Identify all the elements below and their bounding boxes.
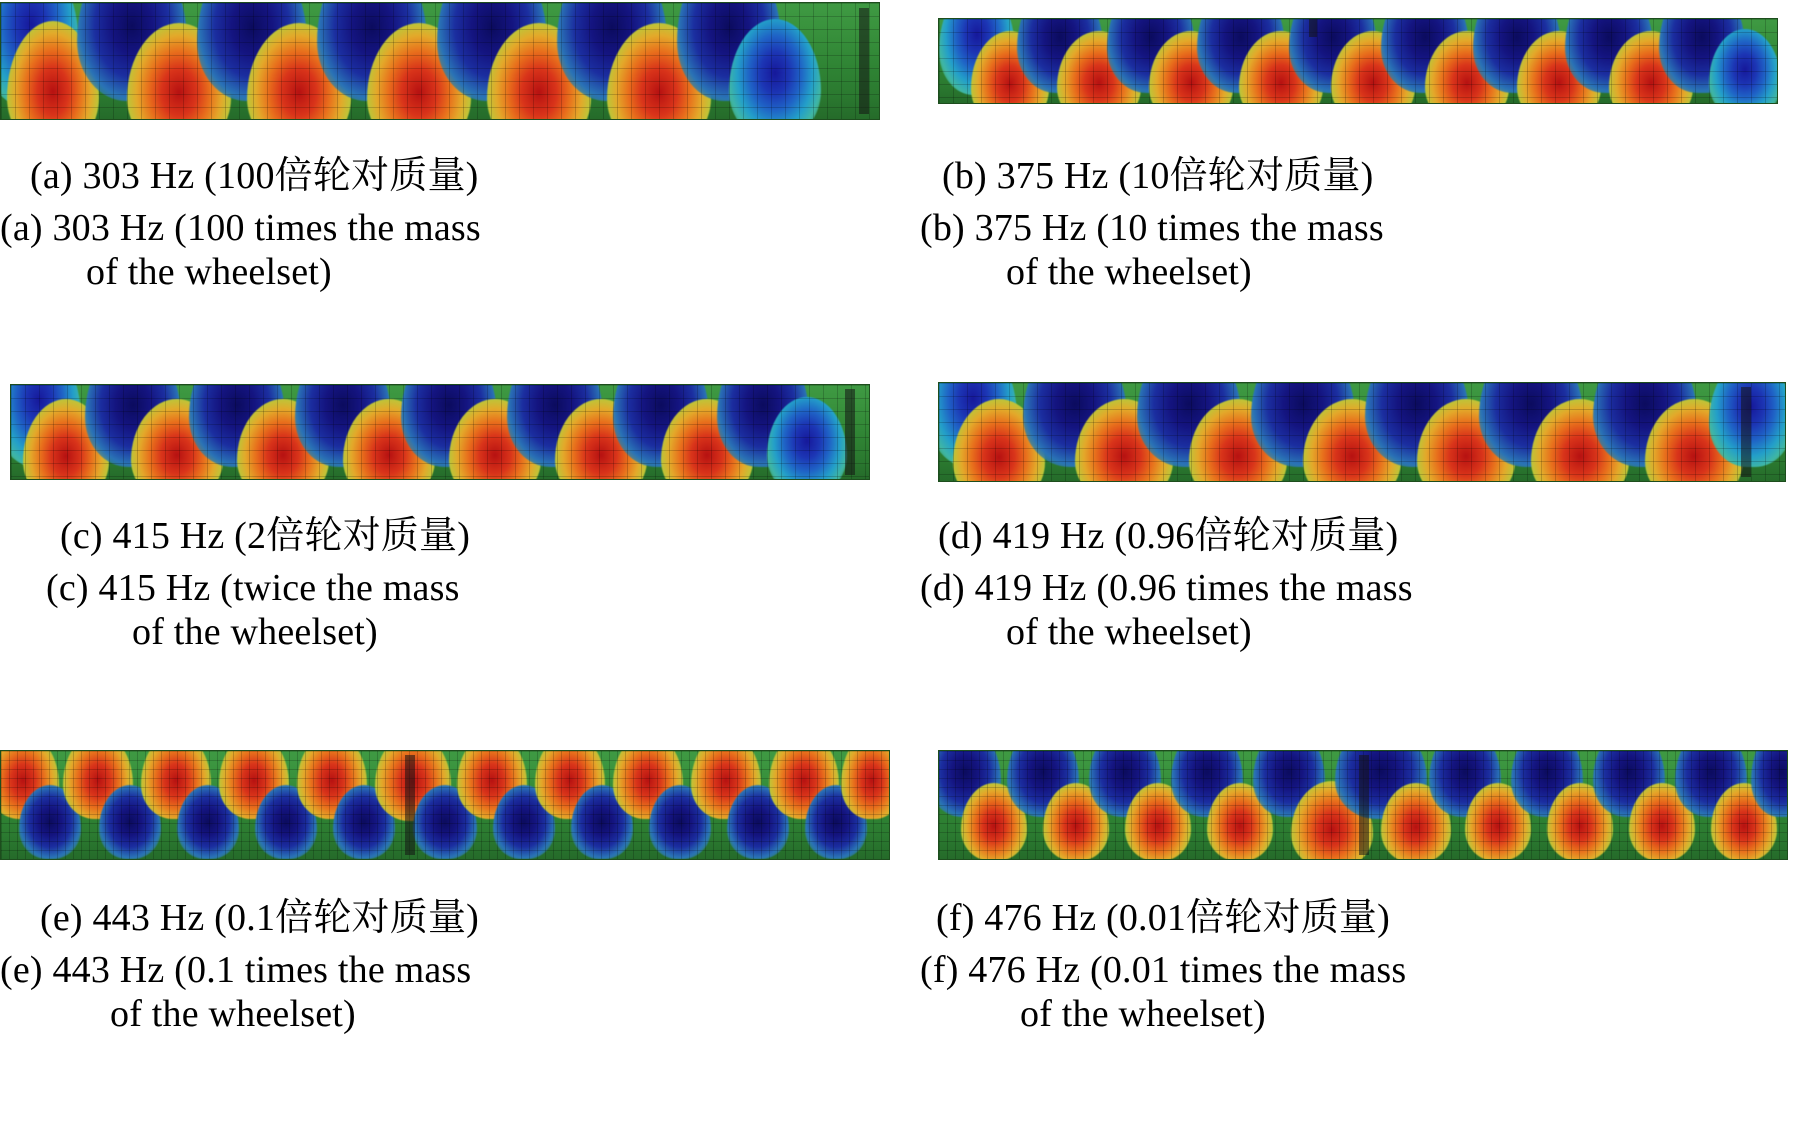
caption-f-cn: (f) 476 Hz (0.01倍轮对质量) xyxy=(936,897,1390,939)
caption-c-en-line2: of the wheelset) xyxy=(132,611,378,654)
caption-a xyxy=(0,140,920,294)
caption-b-en-line2: of the wheelset) xyxy=(1006,251,1252,294)
support-marker-a xyxy=(859,8,869,115)
caption-d-en-line1: (d) 419 Hz (0.96 times the mass xyxy=(920,567,1413,610)
caption-d-cn: (d) 419 Hz (0.96倍轮对质量) xyxy=(938,515,1399,557)
fe-mesh-a xyxy=(1,3,879,119)
panel-f xyxy=(920,740,1802,1123)
mode-shape-image-d xyxy=(938,382,1786,482)
caption-d-en xyxy=(920,566,1802,654)
support-marker-c xyxy=(845,389,855,476)
caption-d-en-line2: of the wheelset) xyxy=(1006,611,1252,654)
mode-shape-image-a xyxy=(0,2,880,120)
mode-shape-image-e xyxy=(0,750,890,860)
caption-a-en xyxy=(0,206,920,294)
panel-a xyxy=(0,0,920,370)
caption-f-en-line2: of the wheelset) xyxy=(1020,993,1266,1036)
caption-a-cn: (a) 303 Hz (100倍轮对质量) xyxy=(30,155,479,197)
caption-b-en xyxy=(920,206,1802,294)
caption-e xyxy=(0,882,920,1036)
caption-b-en-line1: (b) 375 Hz (10 times the mass xyxy=(920,207,1384,250)
mode-shape-image-c xyxy=(10,384,870,480)
caption-a-en-line2: of the wheelset) xyxy=(86,251,332,294)
fe-mesh-c xyxy=(11,385,869,479)
fe-mesh-b xyxy=(939,19,1777,103)
caption-b xyxy=(920,140,1802,294)
panel-e xyxy=(0,740,920,1123)
caption-e-cn: (e) 443 Hz (0.1倍轮对质量) xyxy=(40,897,479,939)
caption-e-en xyxy=(0,948,920,1036)
caption-f xyxy=(920,882,1802,1036)
support-marker-f xyxy=(1359,755,1369,854)
panel-b xyxy=(920,0,1802,370)
mode-shape-image-b xyxy=(938,18,1778,104)
caption-c-en-line1: (c) 415 Hz (twice the mass xyxy=(46,567,460,610)
mode-shape-image-f xyxy=(938,750,1788,860)
caption-f-en xyxy=(920,948,1802,1036)
support-marker-d xyxy=(1741,387,1751,477)
support-marker-e xyxy=(405,755,415,854)
caption-d xyxy=(920,500,1802,654)
fe-mesh-e xyxy=(1,751,889,859)
caption-c xyxy=(0,500,920,654)
caption-e-en-line2: of the wheelset) xyxy=(110,993,356,1036)
caption-a-en-line1: (a) 303 Hz (100 times the mass xyxy=(0,207,481,250)
panel-d xyxy=(920,370,1802,740)
support-marker-b xyxy=(1309,19,1317,37)
caption-e-en-line1: (e) 443 Hz (0.1 times the mass xyxy=(0,949,472,992)
caption-c-cn: (c) 415 Hz (2倍轮对质量) xyxy=(60,515,471,557)
caption-f-en-line1: (f) 476 Hz (0.01 times the mass xyxy=(920,949,1407,992)
caption-c-en xyxy=(0,566,920,654)
panel-c xyxy=(0,370,920,740)
caption-b-cn: (b) 375 Hz (10倍轮对质量) xyxy=(942,155,1374,197)
fe-mesh-d xyxy=(939,383,1785,481)
